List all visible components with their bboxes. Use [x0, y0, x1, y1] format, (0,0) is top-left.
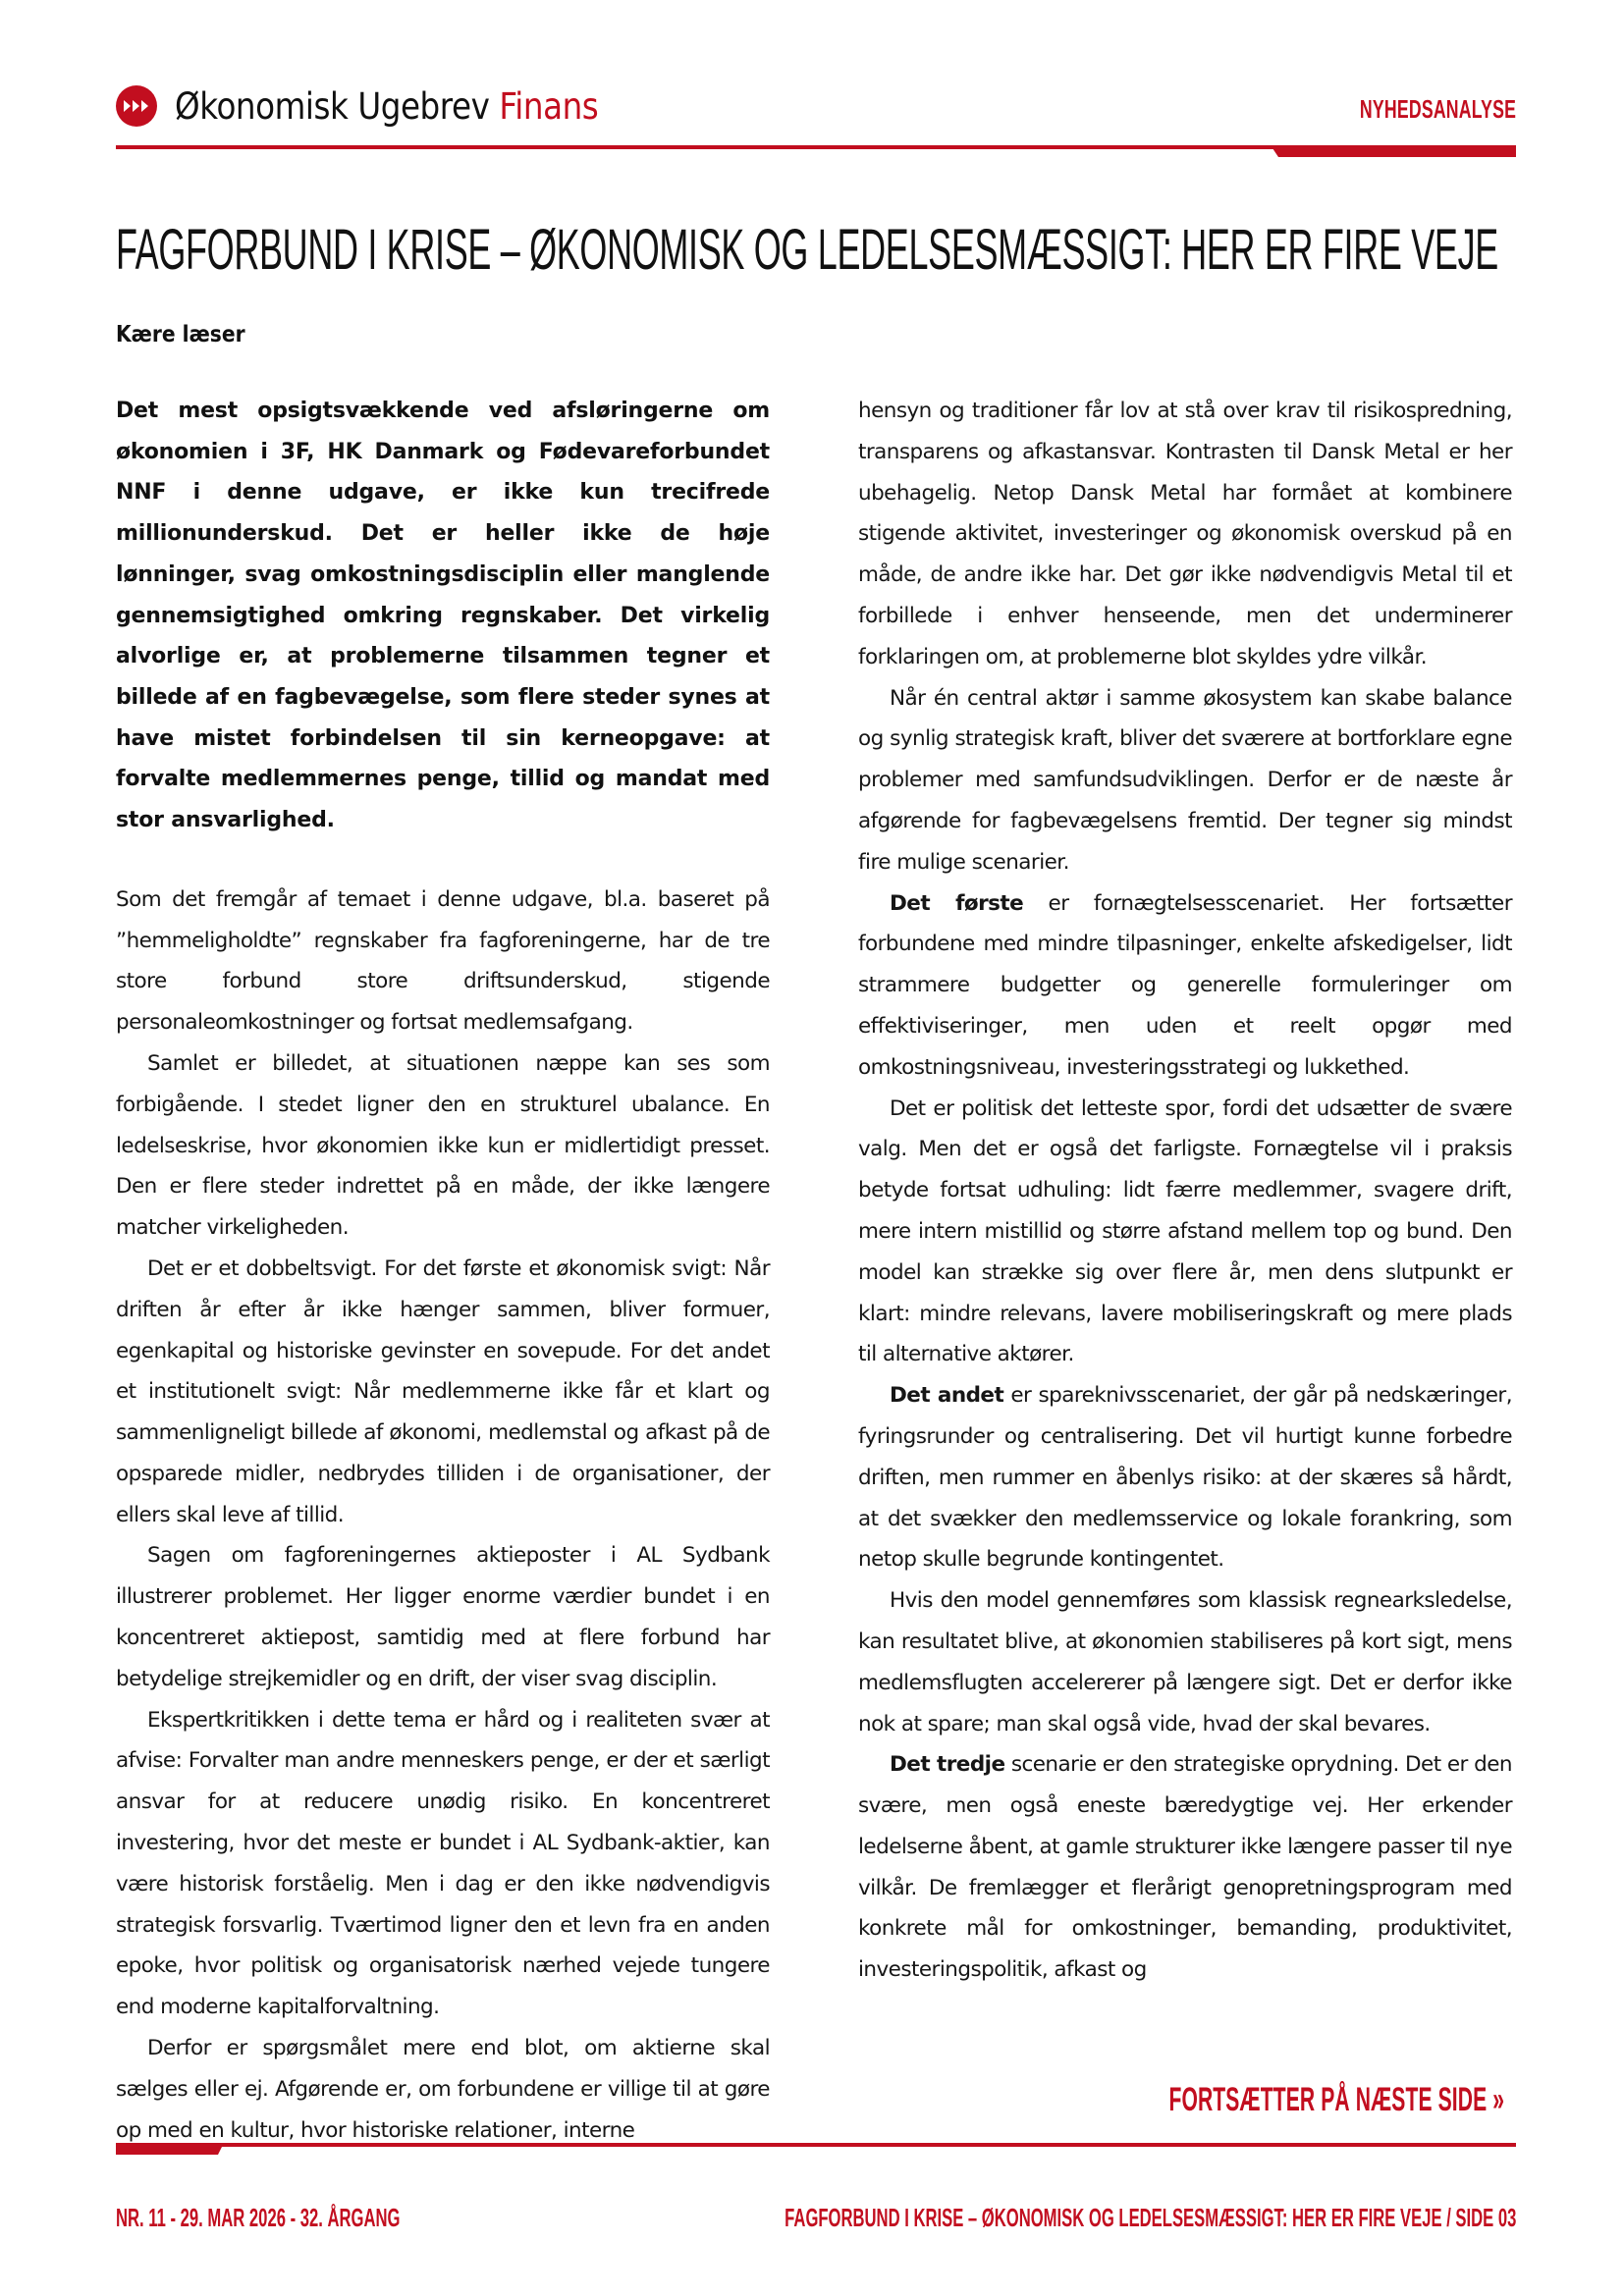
paragraph: Det er politisk det letteste spor, fordi det udsætter de svære valg. Men det er også det farligste. Fornægtelse vil i praksis betyde fortsat udhuling: lidt færre medlemmer, svagere drift, mere intern mistillid og større afstand mellem top og bund. Den model kan strække sig over flere år, men dens slutpunkt er klart: mindre relevans, lavere mobiliseringskraft og mere plads til alternative aktører.	[858, 1095, 1512, 1367]
paragraph: Ekspertkritikken i dette tema er hård og i realiteten svær at afvise: Forvalter man andre menneskers penge, er der et særligt ansvar for at reducere unødig risiko. En koncentreret investering, hvor det meste er bundet i AL Sydbank-aktier, kan være historisk forståelig. Men i dag er den ikke nødvendigvis strategisk forsvarlig. Tværtimod ligner den et levn fra en anden epoke, hvor politisk og organisatorisk nærhed vejede tungere end moderne kapitalforvaltning.	[116, 1707, 770, 2020]
paragraph: Som det fremgår af temaet i denne udgave, bl.a. baseret på ”hemmeligholdte” regnskaber fra fagforeningerne, har de tre store forbund store driftsunderskud, stigende personaleomkostninger og fortsat medlemsafgang.	[116, 886, 770, 1036]
issue-info: NR. 11 - 29. MAR 2026 - 32. ÅRGANG	[116, 2203, 401, 2232]
paragraph: Når én central aktør i samme økosystem kan skabe balance og synlig strategisk kraft, bliver det sværere at bortforklare egne problemer med samfundsudviklingen. Derfor er de næste år afgørende for fagbevægelsens fremtid. Der tegner sig mindst fire mulige scenarier.	[858, 685, 1512, 875]
body-text-left	[116, 880, 770, 2152]
brand-main: Økonomisk Ugebrev	[175, 84, 490, 128]
body-text-right	[858, 391, 1512, 1991]
footer-divider	[116, 2143, 1516, 2147]
brand-logo	[116, 79, 656, 133]
paragraph: Derfor er spørgsmålet mere end blot, om aktierne skal sælges eller ej. Afgørende er, om forbundene er villige til at gøre op med en kultur, hvor historiske relationer, interne	[116, 2036, 770, 2143]
paragraph: Det er et dobbeltsvigt. For det første et økonomisk svigt: Når driften år efter år ikke hænger sammen, bliver formuer, egenkapital og historiske gevinster en sovepude. For det andet et institutionelt svigt: Når medlemmerne ikke får et klart og sammenligneligt billede af økonomi, medlemstal og afkast på de opsparede midler, nedbrydes tilliden i de organisationer, der ellers skal leve af tillid.	[116, 1255, 770, 1527]
paragraph: hensyn og traditioner får lov at stå over krav til risikospredning, transparens og afkastansvar. Kontrasten til Dansk Metal er her ubehagelig. Netop Dansk Metal har formået at kombinere stigende aktivitet, investeringer og økonomisk overskud på en måde, de andre ikke har. Det gør ikke nødvendigvis Metal til et forbillede i enhver henseende, men det underminerer forklaringen om, at problemerne blot skyldes ydre vilkår.	[858, 399, 1512, 669]
fast-forward-icon	[116, 85, 157, 127]
right-column	[858, 391, 1512, 1991]
scenario-label: Det første	[890, 890, 1024, 916]
header-divider-tab	[1271, 145, 1516, 157]
scenario-label: Det andet	[890, 1383, 1004, 1409]
paragraph: Samlet er billedet, at situationen næppe kan ses som forbigående. I stedet ligner den en strukturel ubalance. En ledelseskrise, hvor økonomien ikke kun er midlertidigt presset. Den er flere steder indrettet på en måde, der ikke længere matcher virkeligheden.	[116, 1050, 770, 1241]
scenario-second: Det andet er spareknivsscenariet, der går på nedskæringer, fyringsrunder og centralisering. Det vil hurtigt kunne forbedre driften, men rummer en åbenlys risiko: at der skæres så hårdt, at det svækker den medlemsservice og lokale forankring, som netop skulle begrunde kontingentet.	[858, 1383, 1512, 1573]
lead-paragraph: Det mest opsigtsvækkende ved afsløringerne om økonomien i 3F, HK Danmark og Fødevareforbundet NNF i denne udgave, er ikke kun trecifrede millionunderskud. Det er heller ikke de høje lønninger, svag omkostningsdisciplin eller manglende gennemsigtighed omkring regnskaber. Det virkelig alvorlige er, at problemerne tilsammen tegner et billede af en fagbevægelse, som flere steder synes at have mistet forbindelsen til sin kerneopgave: at forvalte medlemmernes penge, tillid og mandat med stor ansvarlighed.	[116, 399, 770, 833]
section-label: NYHEDSANALYSE	[1359, 94, 1516, 124]
scenario-first: Det første er fornægtelsesscenariet. Her fortsætter forbundene med mindre tilpasninger, enkelte afskedigelser, lidt strammere budgetter og generelle formuleringer om effektiviseringer, men uden et reelt opgør med omkostningsniveau, investeringsstrategi og lukkethed.	[858, 890, 1513, 1080]
page-title: FAGFORBUND I KRISE – ØKONOMISK OG LEDELSESMÆSSIGT: HER ER FIRE VEJE	[116, 218, 1498, 282]
continue-next-page-link[interactable]: FORTSÆTTER PÅ NÆSTE SIDE »	[1168, 2081, 1504, 2118]
scenario-label: Det tredje	[890, 1752, 1005, 1778]
salutation: Kære læser	[116, 322, 245, 347]
footer-divider-tab	[116, 2143, 224, 2155]
scenario-third: Det tredje scenarie er den strategiske oprydning. Det er den svære, men også eneste bæredygtige vej. Her erkender ledelserne åbent, at gamle strukturer ikke længere passer til nye vilkår. De fremlægger et flerårigt genopretningsprogram med konkrete mål for omkostninger, bemanding, produktivitet, investeringspolitik, afkast og	[858, 1752, 1512, 1983]
brand-name	[175, 85, 598, 128]
brand-accent: Finans	[499, 84, 599, 128]
paragraph: Sagen om fagforeningernes aktieposter i AL Sydbank illustrerer problemet. Her ligger enorme værdier bundet i en koncentreret aktiepost, samtidig med at flere forbund har betydelige strejkemidler og en drift, der viser svag disciplin.	[116, 1543, 770, 1691]
running-title: FAGFORBUND I KRISE – ØKONOMISK OG LEDELSESMÆSSIGT: HER ER FIRE VEJE / SIDE 03	[784, 2203, 1516, 2232]
paragraph: Hvis den model gennemføres som klassisk regnearksledelse, kan resultatet blive, at økonomien stabiliseres på kort sigt, mens medlemsflugten accelererer på længere sigt. Det er derfor ikke nok at spare; man skal også vide, hvad der skal bevares.	[858, 1588, 1512, 1736]
left-column	[116, 391, 770, 2151]
